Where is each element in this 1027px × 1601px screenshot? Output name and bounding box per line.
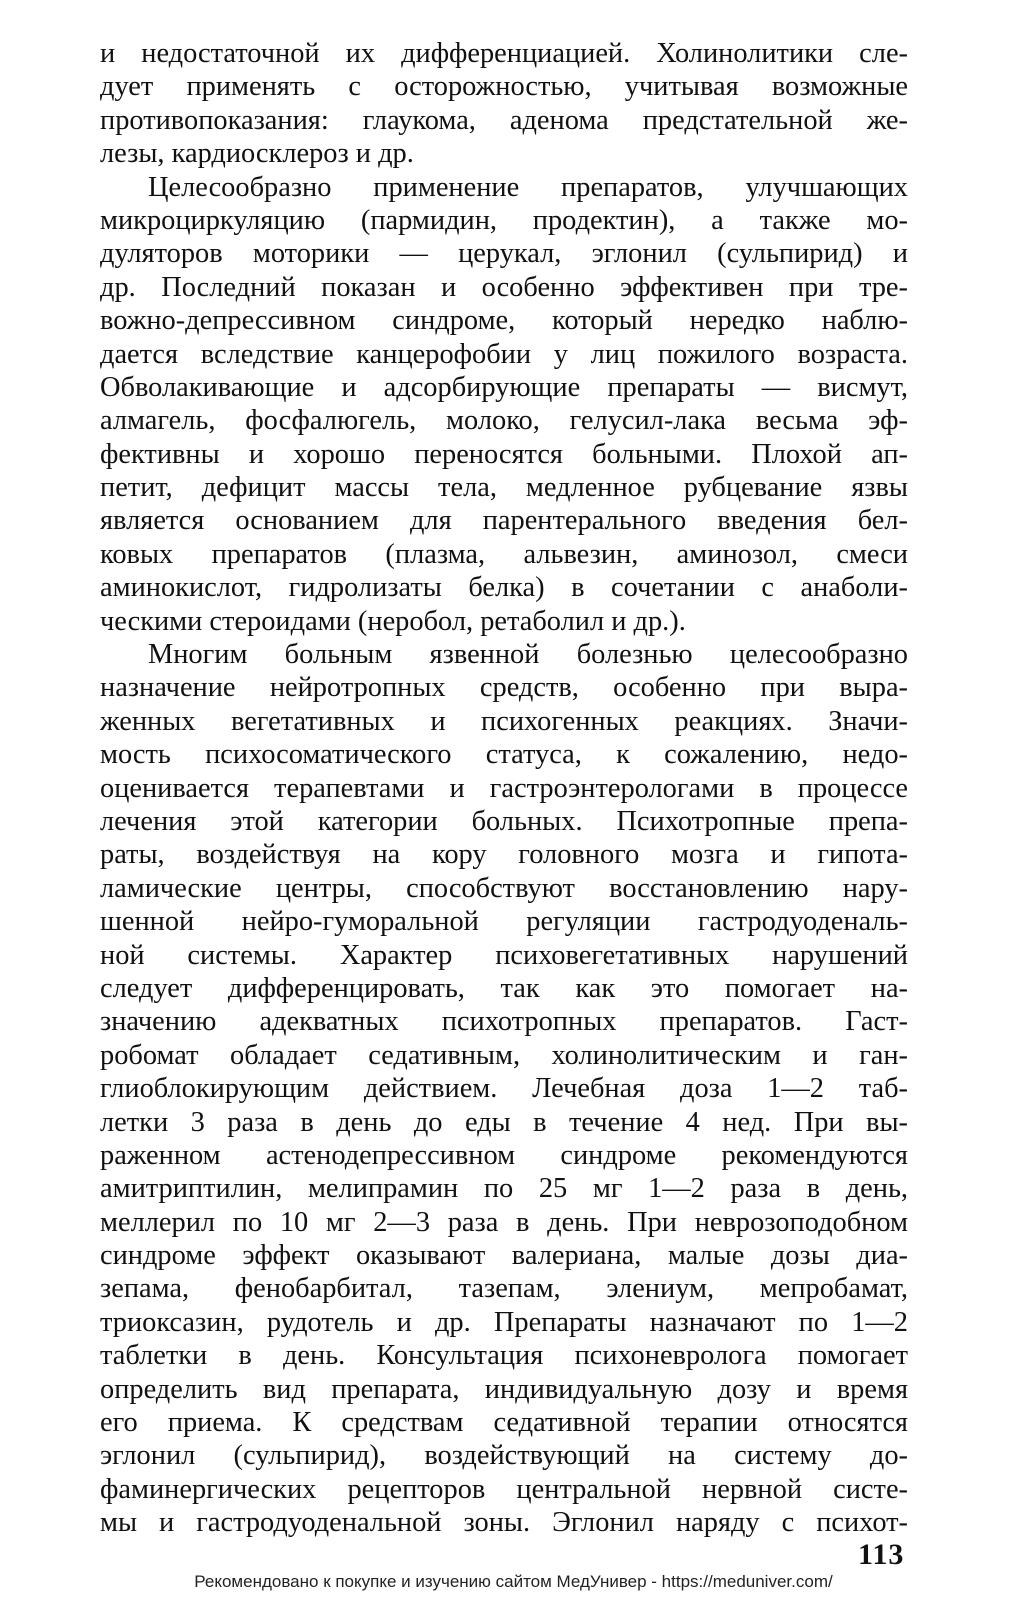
text-line: шенной нейро-гуморальной регуляции гастродуоденаль- — [100, 906, 908, 938]
text-line: эглонил (сульпирид), воздействующий на систему до- — [100, 1440, 908, 1472]
footer-watermark-text: Рекомендовано к покупке и изучению сайтом МедУнивер - https://meduniver.com/ — [194, 1572, 833, 1591]
text-line: следует дифференцировать, так как это помогает на- — [100, 972, 908, 1004]
text-line: и недостаточной их дифференциацией. Холинолитики сле- — [100, 38, 908, 69]
text-line: мы и гастродуоденальной зоны. Эглонил наряду с психот- — [100, 1507, 908, 1539]
text-line: Обволакивающие и адсорбирующие препараты — висмут, — [100, 371, 908, 403]
text-line: лечения этой категории больных. Психотропные препа- — [100, 805, 908, 837]
text-line: алмагель, фосфалюгель, молоко, гелусил-лака весьма эф- — [100, 405, 908, 437]
page-body — [100, 37, 908, 1540]
text-line: фективны и хорошо переносятся больными. Плохой ап- — [100, 438, 908, 470]
text-line: определить вид препарата, индивидуальную дозу и время — [100, 1373, 908, 1405]
text-line: значению адекватных психотропных препаратов. Гаст- — [100, 1006, 908, 1038]
text-line: амитриптилин, мелипрамин по 25 мг 1—2 раза в день, — [100, 1173, 908, 1205]
text-line: мость психосоматического статуса, к сожалению, недо- — [100, 739, 908, 771]
text-line: Многим больным язвенной болезнью целесообразно — [148, 639, 908, 671]
page-number: 113 — [858, 1538, 905, 1571]
text-line: лезы, кардиосклероз и др. — [100, 138, 414, 170]
text-line: летки 3 раза в день до еды в течение 4 нед. При вы- — [100, 1106, 908, 1138]
text-line: оценивается терапевтами и гастроэнтерологами в процессе — [100, 772, 908, 804]
text-line: назначение нейротропных средств, особенно при выра- — [100, 672, 908, 704]
text-line: таблетки в день. Консультация психоневролога помогает — [100, 1340, 908, 1372]
text-line: дается вследствие канцерофобии у лиц пожилого возраста. — [100, 338, 908, 370]
text-line: женных вегетативных и психогенных реакциях. Значи- — [100, 705, 908, 737]
text-line: аминокислот, гидролизаты белка) в сочетании с анаболи- — [100, 572, 908, 604]
text-line: раты, воздействуя на кору головного мозга и гипота- — [100, 839, 908, 871]
text-line: противопоказания: глаукома, аденома предстательной же- — [100, 104, 908, 136]
text-line: его приема. К средствам седативной терапии относятся — [100, 1407, 908, 1439]
text-line: вожно-депрессивном синдроме, который нередко наблю- — [100, 305, 908, 337]
text-line: ламические центры, способствуют восстановлению нару- — [100, 872, 908, 904]
text-line: является основанием для парентерального введения бел- — [100, 505, 908, 537]
text-line: ной системы. Характер психовегетативных нарушений — [100, 939, 908, 971]
text-line: Целесообразно применение препаратов, улучшающих — [148, 171, 908, 203]
text-line: петит, дефицит массы тела, медленное рубцевание язвы — [100, 472, 908, 504]
text-line: зепама, фенобарбитал, тазепам, элениум, мепробамат, — [100, 1273, 908, 1305]
text-line: фаминергических рецепторов центральной нервной систе- — [100, 1473, 908, 1505]
text-line: микроциркуляцию (пармидин, продектин), а также мо- — [100, 204, 908, 236]
text-line: синдроме эффект оказывают валериана, малые дозы диа- — [100, 1240, 908, 1272]
text-line: ковых препаратов (плазма, альвезин, аминозол, смеси — [100, 538, 908, 570]
text-line: меллерил по 10 мг 2—3 раза в день. При неврозоподобном — [100, 1206, 908, 1238]
text-line: триоксазин, рудотель и др. Препараты назначают по 1—2 — [100, 1306, 908, 1338]
text-line: робомат обладает седативным, холинолитическим и ган- — [100, 1039, 908, 1071]
text-line: глиоблокирующим действием. Лечебная доза 1—2 таб- — [100, 1073, 908, 1105]
text-line: дуляторов моторики — церукал, эглонил (сульпирид) и — [100, 238, 908, 270]
text-line: др. Последний показан и особенно эффективен при тре- — [100, 271, 908, 303]
text-line: раженном астенодепрессивном синдроме рекомендуются — [100, 1139, 908, 1171]
text-line: дует применять с осторожностью, учитывая возможные — [100, 71, 908, 103]
text-line: ческими стероидами (неробол, ретаболил и др.). — [100, 605, 686, 637]
